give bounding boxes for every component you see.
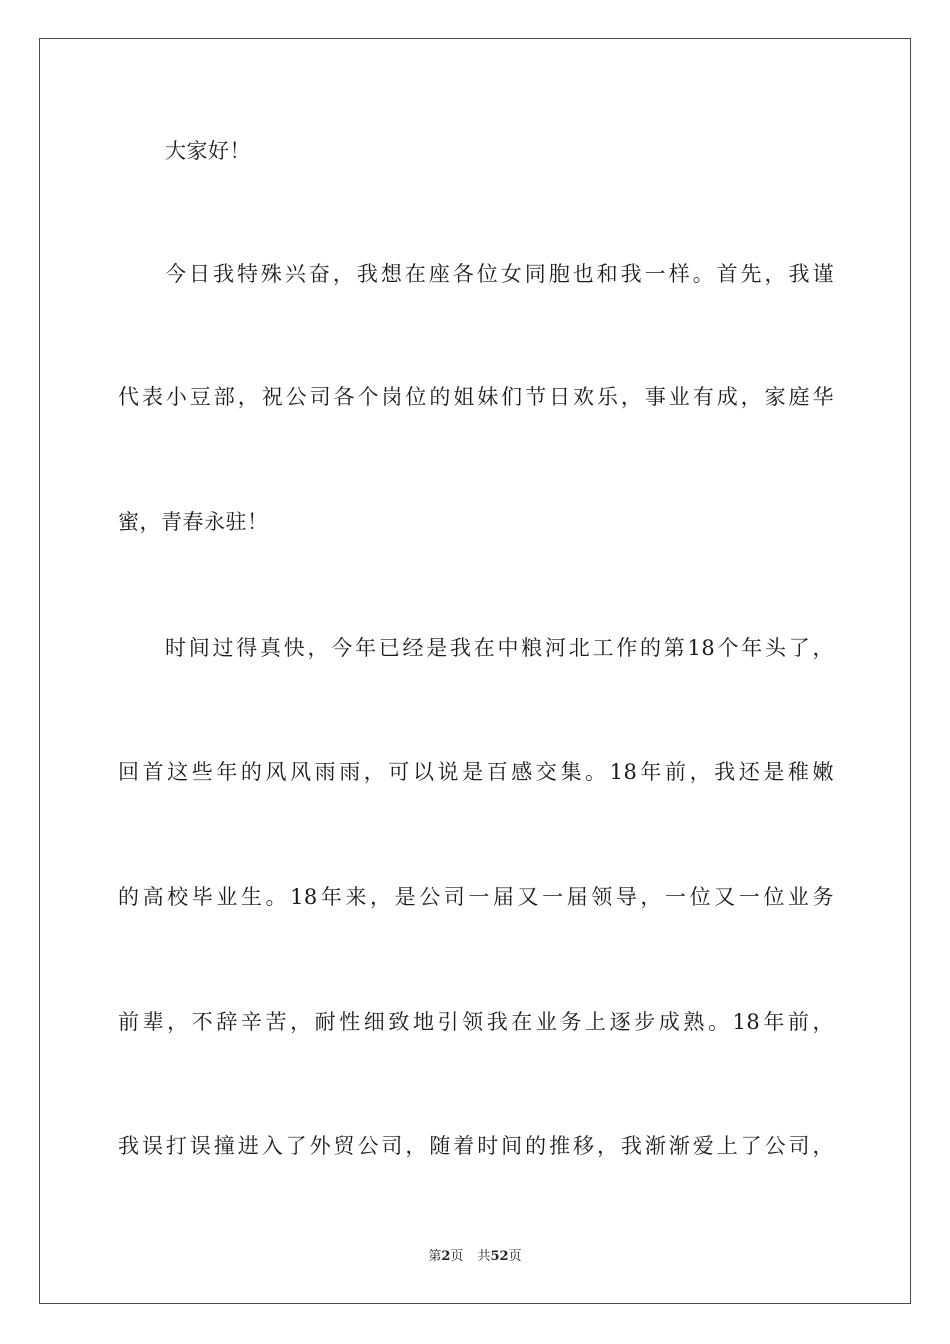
total-pages-label: 共52页 <box>477 1249 522 1264</box>
text-line-greeting: 大家好！ <box>165 139 251 163</box>
text-line: 蜜，青春永驻！ <box>118 510 269 534</box>
text-line: 回首这些年的风风雨雨，可以说是百感交集。18年前，我还是稚嫩 <box>118 760 834 784</box>
text-line: 代表小豆部，祝公司各个岗位的姐妹们节日欢乐，事业有成，家庭华 <box>118 385 834 409</box>
text-line: 我误打误撞进入了外贸公司，随着时间的推移，我渐渐爱上了公司， <box>118 1134 834 1158</box>
text-line: 前辈，不辞辛苦，耐性细致地引领我在业务上逐步成熟。18年前， <box>118 1010 834 1034</box>
text-line: 时间过得真快，今年已经是我在中粮河北工作的第18个年头了， <box>165 636 834 660</box>
page-border <box>39 38 911 1304</box>
text-line: 的高校毕业生。18年来，是公司一届又一届领导，一位又一位业务 <box>118 885 834 909</box>
page-number-label: 第2页 <box>428 1249 464 1264</box>
text-line: 今日我特殊兴奋，我想在座各位女同胞也和我一样。首先，我谨 <box>165 262 834 286</box>
page-footer <box>0 1248 950 1266</box>
